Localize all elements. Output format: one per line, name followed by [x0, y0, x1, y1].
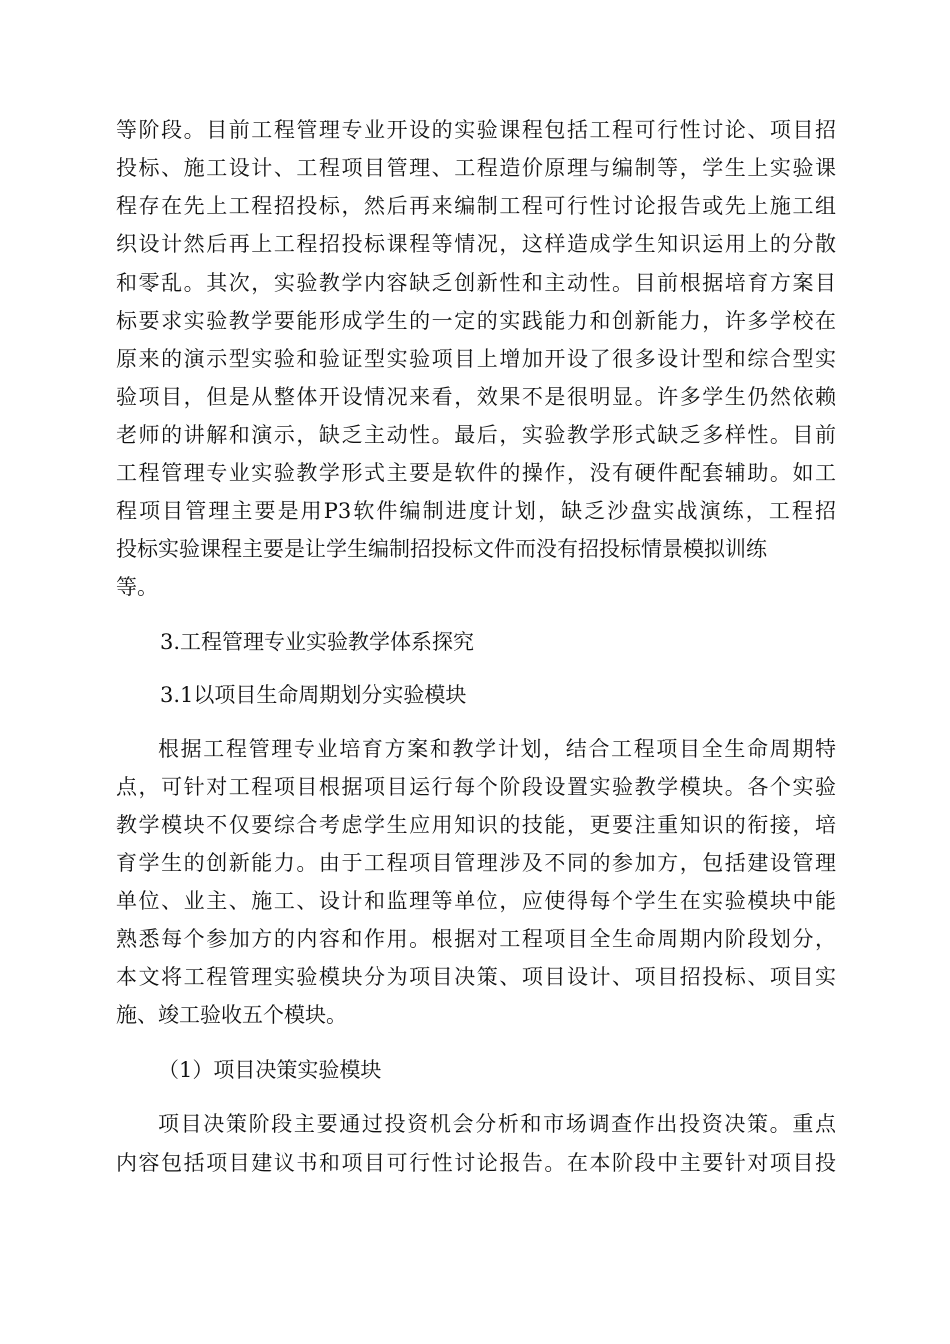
text-line: 等阶段。目前工程管理专业开设的实验课程包括工程可行性讨论、项目招 — [116, 118, 836, 142]
text-line: 标要求实验教学要能形成学生的一定的实践能力和创新能力，许多学校在 — [116, 309, 836, 333]
text-line: 教学模块不仅要综合考虑学生应用知识的技能，更要注重知识的衔接，培 — [116, 813, 836, 837]
text-line: 织设计然后再上工程招投标课程等情况，这样造成学生知识运用上的分散 — [116, 232, 836, 256]
text-line: 根据工程管理专业培育方案和教学计划，结合工程项目全生命周期特 — [158, 737, 836, 761]
text-line: 原来的演示型实验和验证型实验项目上增加开设了很多设计型和综合型实 — [116, 347, 836, 371]
section-heading: 3.工程管理专业实验教学体系探究 — [160, 630, 475, 654]
text-line: 验项目，但是从整体开设情况来看，效果不是很明显。许多学生仍然依赖 — [116, 385, 836, 409]
module-heading: （1）项目决策实验模块 — [158, 1058, 382, 1082]
text-line: 单位、业主、施工、设计和监理等单位，应使得每个学生在实验模块中能 — [116, 889, 836, 913]
text-line: 内容包括项目建议书和项目可行性讨论报告。在本阶段中主要针对项目投 — [116, 1151, 836, 1175]
text-line: 程存在先上工程招投标，然后再来编制工程可行性讨论报告或先上施工组 — [116, 194, 836, 218]
text-line: 投标实验课程主要是让学生编制招投标文件而没有招投标情景模拟训练 — [116, 537, 767, 561]
text-line: 等。 — [116, 575, 158, 599]
subsection-heading: 3.1以项目生命周期划分实验模块 — [160, 683, 467, 707]
text-line: 育学生的创新能力。由于工程项目管理涉及不同的参加方，包括建设管理 — [116, 851, 836, 875]
text-line: 施、竣工验收五个模块。 — [116, 1003, 347, 1027]
text-line: 投标、施工设计、工程项目管理、工程造价原理与编制等，学生上实验课 — [116, 156, 836, 180]
text-line: 点，可针对工程项目根据项目运行每个阶段设置实验教学模块。各个实验 — [116, 775, 836, 799]
text-line: 项目决策阶段主要通过投资机会分析和市场调查作出投资决策。重点 — [158, 1112, 836, 1136]
text-line: 和零乱。其次，实验教学内容缺乏创新性和主动性。目前根据培育方案目 — [116, 271, 836, 295]
text-line: 程项目管理主要是用P3软件编制进度计划，缺乏沙盘实战演练，工程招 — [116, 499, 836, 523]
text-line: 工程管理专业实验教学形式主要是软件的操作，没有硬件配套辅助。如工 — [116, 461, 836, 485]
text-line: 老师的讲解和演示，缺乏主动性。最后，实验教学形式缺乏多样性。目前 — [116, 423, 836, 447]
text-line: 熟悉每个参加方的内容和作用。根据对工程项目全生命周期内阶段划分， — [116, 927, 836, 951]
text-line: 本文将工程管理实验模块分为项目决策、项目设计、项目招投标、项目实 — [116, 965, 836, 989]
